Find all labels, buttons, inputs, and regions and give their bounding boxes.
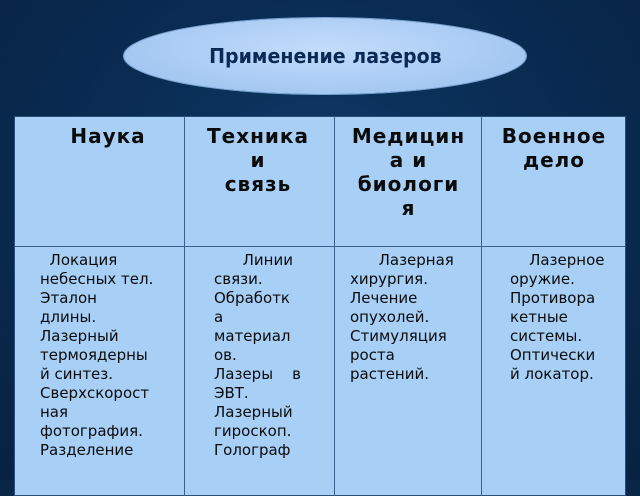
cell-line: Лазерный xyxy=(40,327,119,345)
header-line: я xyxy=(401,196,416,220)
title-oval xyxy=(124,18,526,94)
header-science xyxy=(38,124,178,148)
column-divider xyxy=(184,116,185,496)
cell-line: Сверхскорост xyxy=(40,384,150,402)
cell-line: Голограф xyxy=(214,441,291,459)
cell-line: термоядерны xyxy=(40,346,148,364)
cell-science xyxy=(40,251,153,460)
header-line: Медицин xyxy=(351,124,466,148)
cell-line: системы. xyxy=(510,327,583,345)
cell-technology xyxy=(214,251,301,460)
column-divider xyxy=(481,116,482,496)
header-military xyxy=(484,124,624,172)
cell-line: хирургия. xyxy=(350,270,428,288)
cell-line: оружие. xyxy=(510,270,575,288)
header-line: связь xyxy=(224,172,292,196)
cell-line: Локация xyxy=(40,251,118,269)
cell-line: связи. xyxy=(214,270,263,288)
cell-line: Лазерный xyxy=(214,403,293,421)
cell-line: материал xyxy=(214,327,291,345)
cell-line: фотография. xyxy=(40,422,143,440)
cell-line: Разделение xyxy=(40,441,134,459)
header-line: а и xyxy=(389,148,428,172)
header-medicine xyxy=(336,124,481,220)
applications-table xyxy=(14,116,626,496)
cell-line: гироскоп. xyxy=(214,422,292,440)
cell-line: Эталон xyxy=(40,289,97,307)
cell-line: Лазерная xyxy=(350,251,454,269)
column-divider xyxy=(334,116,335,496)
header-line: и xyxy=(250,148,266,172)
cell-line: Лазеры в xyxy=(214,365,301,383)
cell-line: роста xyxy=(350,346,395,364)
page-title: Применение лазеров xyxy=(208,44,442,68)
cell-line: Обработк xyxy=(214,289,290,307)
header-divider xyxy=(14,246,626,247)
cell-line: небесных тел. xyxy=(40,270,154,288)
cell-line: Стимуляция xyxy=(350,327,447,345)
cell-line: Лазерное xyxy=(510,251,605,269)
header-line: Военное xyxy=(501,124,607,148)
header-line: дело xyxy=(522,148,586,172)
cell-line: длины. xyxy=(40,308,97,326)
cell-line: ов. xyxy=(214,346,237,364)
cell-line: а xyxy=(214,308,224,326)
cell-line: Оптически xyxy=(510,346,596,364)
cell-line: кетные xyxy=(510,308,568,326)
header-line: биологи xyxy=(357,172,460,196)
cell-line: ЭВТ. xyxy=(214,384,249,402)
header-line: Наука xyxy=(70,124,146,148)
cell-line: Противора xyxy=(510,289,596,307)
cell-line: Лечение xyxy=(350,289,418,307)
cell-line: ная xyxy=(40,403,69,421)
cell-line: й локатор. xyxy=(510,365,594,383)
cell-military xyxy=(510,251,604,384)
header-technology xyxy=(186,124,330,196)
cell-medicine xyxy=(350,251,454,384)
cell-line: опухолей. xyxy=(350,308,430,326)
cell-line: Линии xyxy=(214,251,293,269)
cell-line: й синтез. xyxy=(40,365,114,383)
header-line: Техника xyxy=(206,124,309,148)
cell-line: растений. xyxy=(350,365,429,383)
